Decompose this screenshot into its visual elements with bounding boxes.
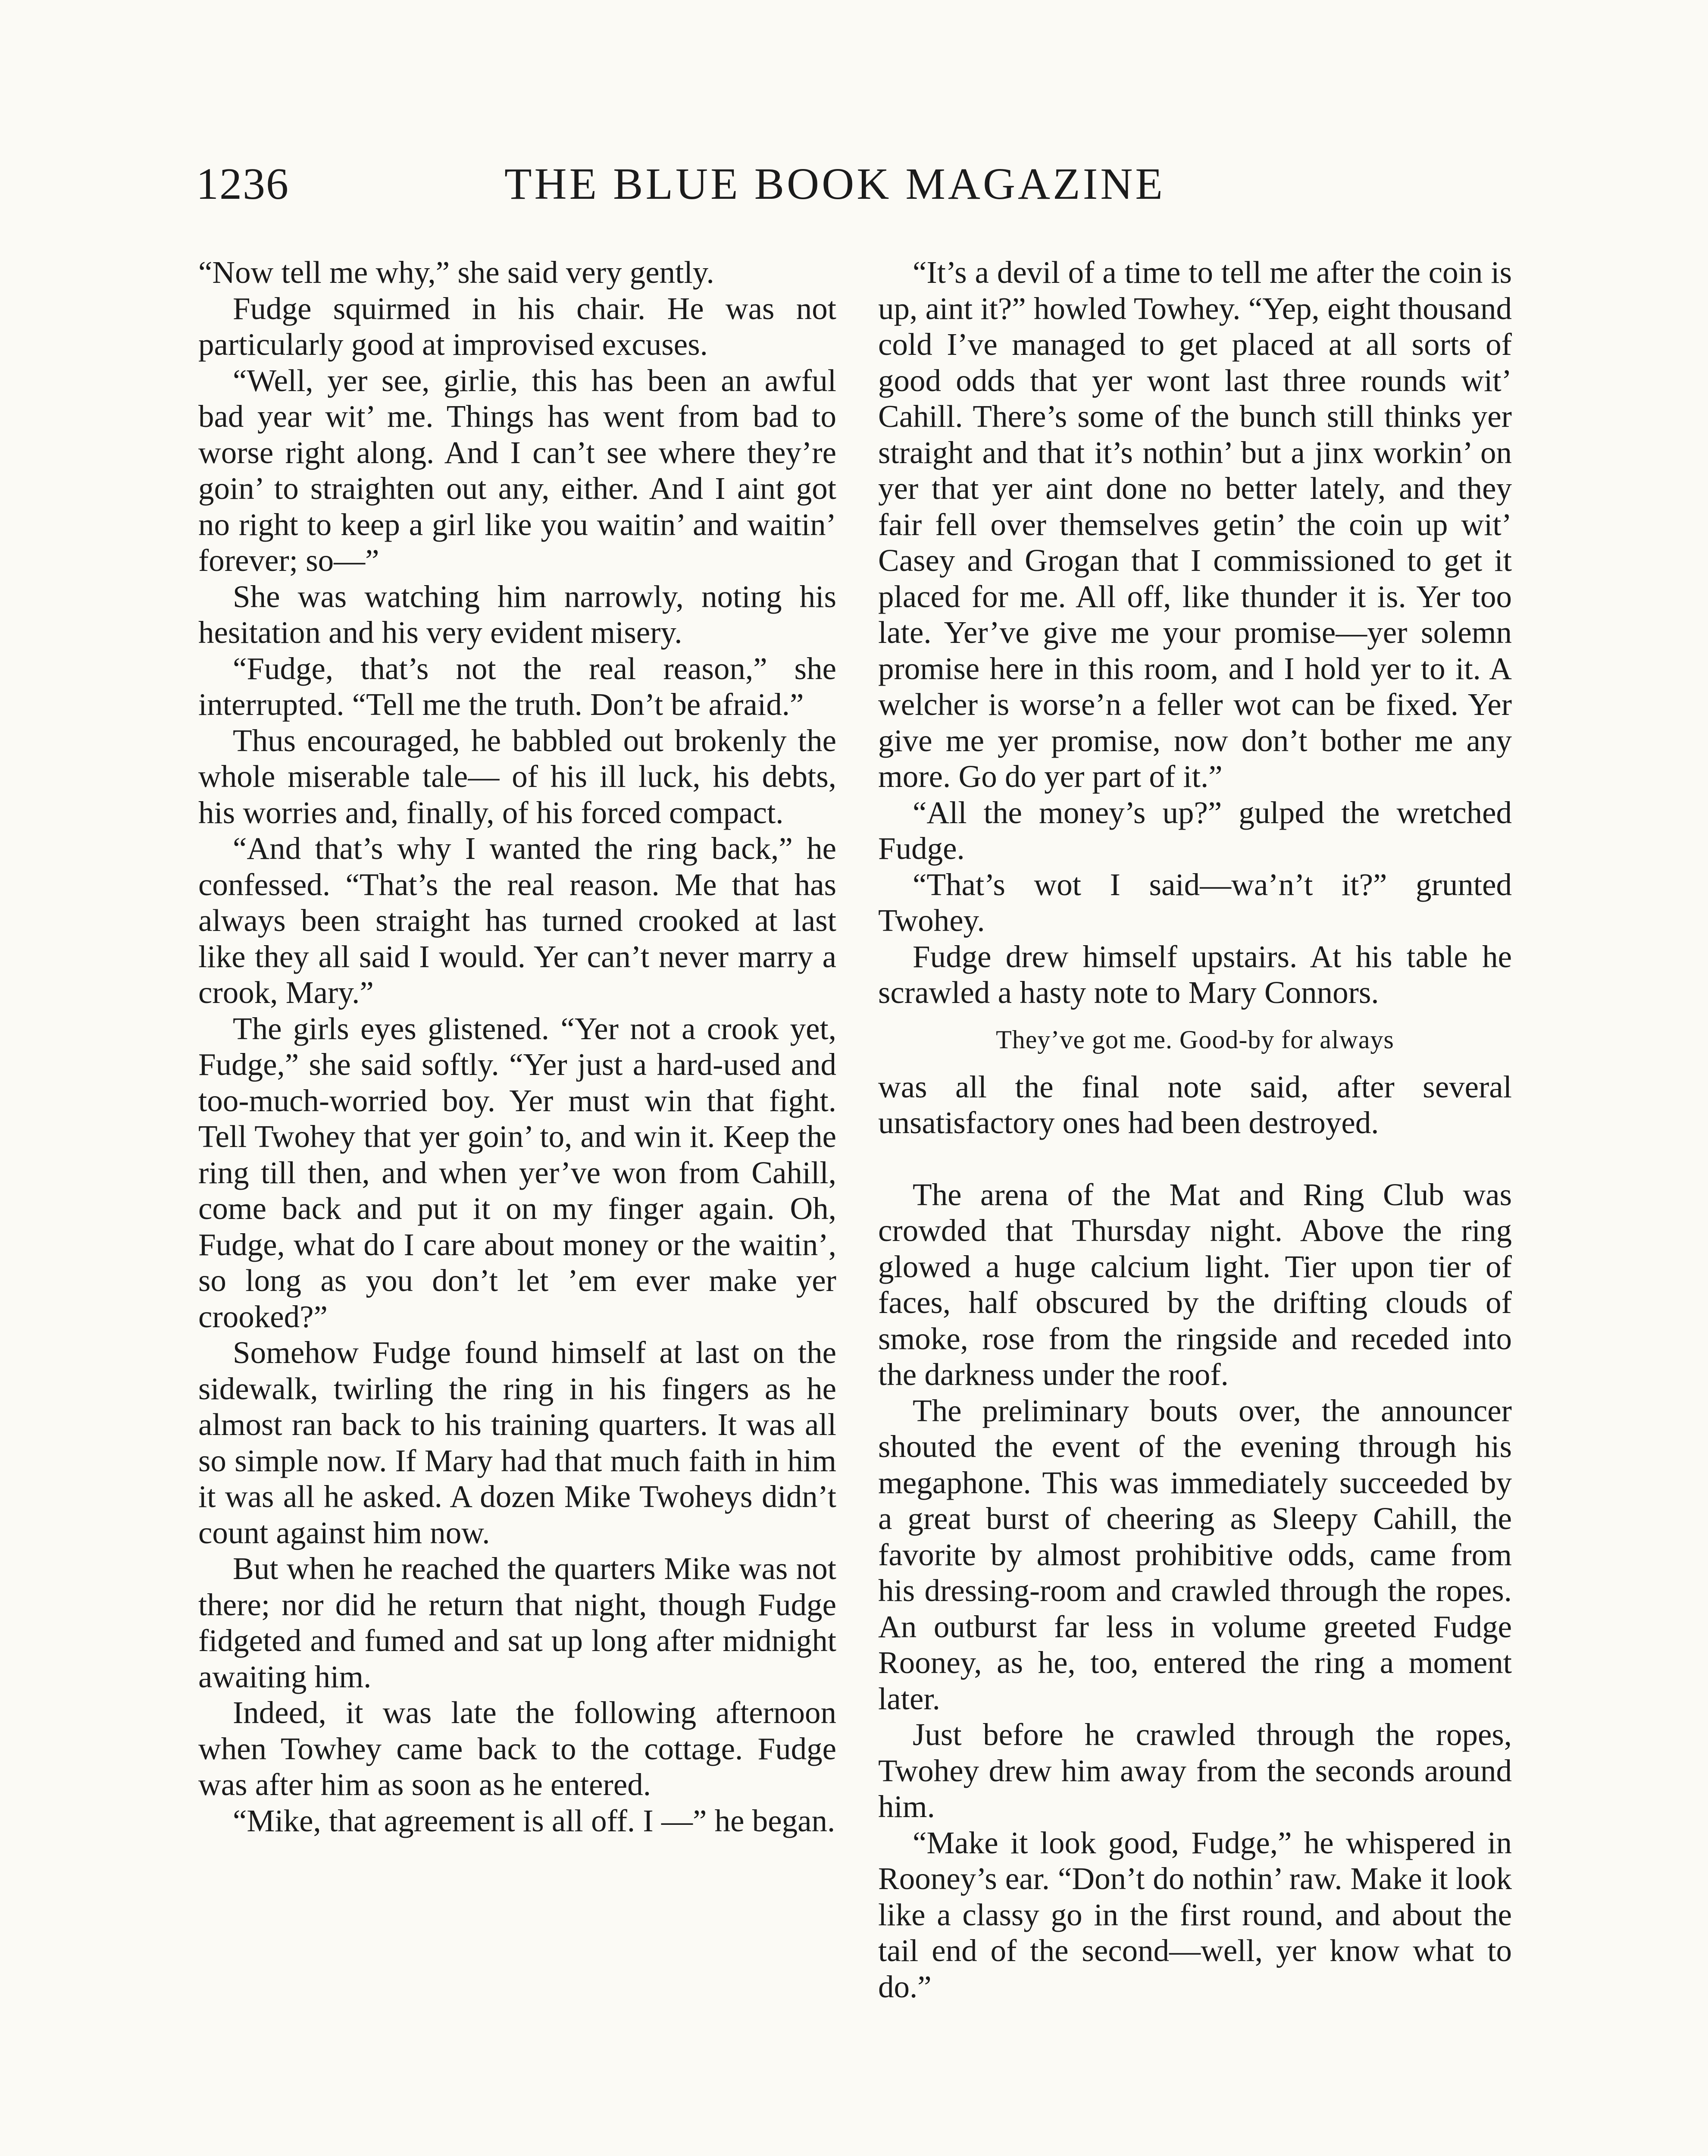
paragraph: The preliminary bouts over, the announcer shouted the event of the evening through his megaphone. This was immediately succeeded by a great burst of cheering as Sleepy Cahill, the favorite by almost prohibitive odds, came from his dressing-room and crawled through the ropes. An outburst far less in volume greeted Fudge Rooney, as he, too, entered the ring a moment later. — [878, 1393, 1512, 1716]
page-number: 1236 — [196, 159, 289, 209]
right-column — [878, 254, 1512, 2005]
running-head: THE BLUE BOOK MAGAZINE — [504, 159, 1165, 209]
paragraph: “Now tell me why,” she said very gently. — [198, 255, 714, 290]
paragraph: “Well, yer see, girlie, this has been an awful bad year wit’ me. Things has went from bad to worse right along. And I can’t see where they’re goin’ to straighten out any, either. And I aint got no right to keep a girl like you waitin’ and waitin’ forever; so—” — [198, 363, 836, 578]
paragraph: Indeed, it was late the following afternoon when Towhey came back to the cottage. Fudge was after him as soon as he entered. — [198, 1695, 836, 1802]
paragraph: The arena of the Mat and Ring Club was crowded that Thursday night. Above the ring glowed a huge calcium light. Tier upon tier of faces, half obscured by the drifting clouds of smoke, rose from the ringside and receded into the darkness under the roof. — [878, 1177, 1512, 1392]
paragraph: But when he reached the quarters Mike was not there; nor did he return that night, though Fudge fidgeted and fumed and sat up long after midnight awaiting him. — [198, 1551, 836, 1694]
paragraph: She was watching him narrowly, noting his hesitation and his very evident misery. — [198, 579, 836, 650]
paragraph: “Fudge, that’s not the real reason,” she interrupted. “Tell me the truth. Don’t be afraid.” — [198, 651, 836, 722]
paragraph: “It’s a devil of a time to tell me after the coin is up, aint it?” howled Towhey. “Yep, eight thousand cold I’ve managed to get placed at all sorts of good odds that yer wont last three rounds wit’ Cahill. There’s some of the bunch still thinks yer straight and that it’s nothin’ but a jinx workin’ on yer that yer aint done no better lately, and they fair fell over themselves getin’ the coin up wit’ Casey and Grogan that I commissioned to get it placed for me. All off, like thunder it is. Yer too late. Yer’ve give me your promise—yer solemn promise here in this room, and I hold yer to it. A welcher is worse’n a feller wot can be fixed. Yer give me yer promise, now don’t bother me any more. Go do yer part of it.” — [878, 255, 1512, 794]
paragraph: was all the final note said, after several unsatisfactory ones had been destroyed. — [878, 1069, 1512, 1140]
paragraph: “Mike, that agreement is all off. I —” he began. — [233, 1803, 835, 1838]
paragraph: Fudge drew himself upstairs. At his table he scrawled a hasty note to Mary Connors. — [878, 939, 1512, 1010]
paragraph: Fudge squirmed in his chair. He was not particularly good at improvised excuses. — [198, 291, 836, 362]
paragraph: The girls eyes glistened. “Yer not a crook yet, Fudge,” she said softly. “Yer just a hard-used and too-much-worried boy. Yer must win that fight. Tell Twohey that yer goin’ to, and win it. Keep the ring till then, and when yer’ve won from Cahill, come back and put it on my finger again. Oh, Fudge, what do I care about money or the waitin’, so long as you don’t let ’em ever make yer crooked?” — [198, 1011, 836, 1334]
paragraph: “All the money’s up?” gulped the wretched Fudge. — [878, 795, 1512, 866]
paragraph: Just before he crawled through the ropes, Twohey drew him away from the seconds around him. — [878, 1717, 1512, 1824]
left-column — [198, 254, 836, 1839]
paragraph: Somehow Fudge found himself at last on the sidewalk, twirling the ring in his fingers as he almost ran back to his training quarters. It was all so simple now. If Mary had that much faith in him it was all he asked. A dozen Mike Twoheys didn’t count against him now. — [198, 1335, 836, 1550]
paragraph: Thus encouraged, he babbled out brokenly the whole miserable tale— of his ill luck, his debts, his worries and, finally, of his forced compact. — [198, 723, 836, 830]
paragraph: “And that’s why I wanted the ring back,” he confessed. “That’s the real reason. Me that has always been straight has turned crooked at last like they all said I would. Yer can’t never marry a crook, Mary.” — [198, 831, 836, 1010]
paragraph: “That’s wot I said—wa’n’t it?” grunted Twohey. — [878, 867, 1512, 938]
paragraph: “Make it look good, Fudge,” he whispered in Rooney’s ear. “Don’t do nothin’ raw. Make it look like a classy go in the first round, and about the tail end of the second—well, yer know what to do.” — [878, 1825, 1512, 2004]
final-note: They’ve got me. Good-by for always — [996, 1025, 1394, 1054]
